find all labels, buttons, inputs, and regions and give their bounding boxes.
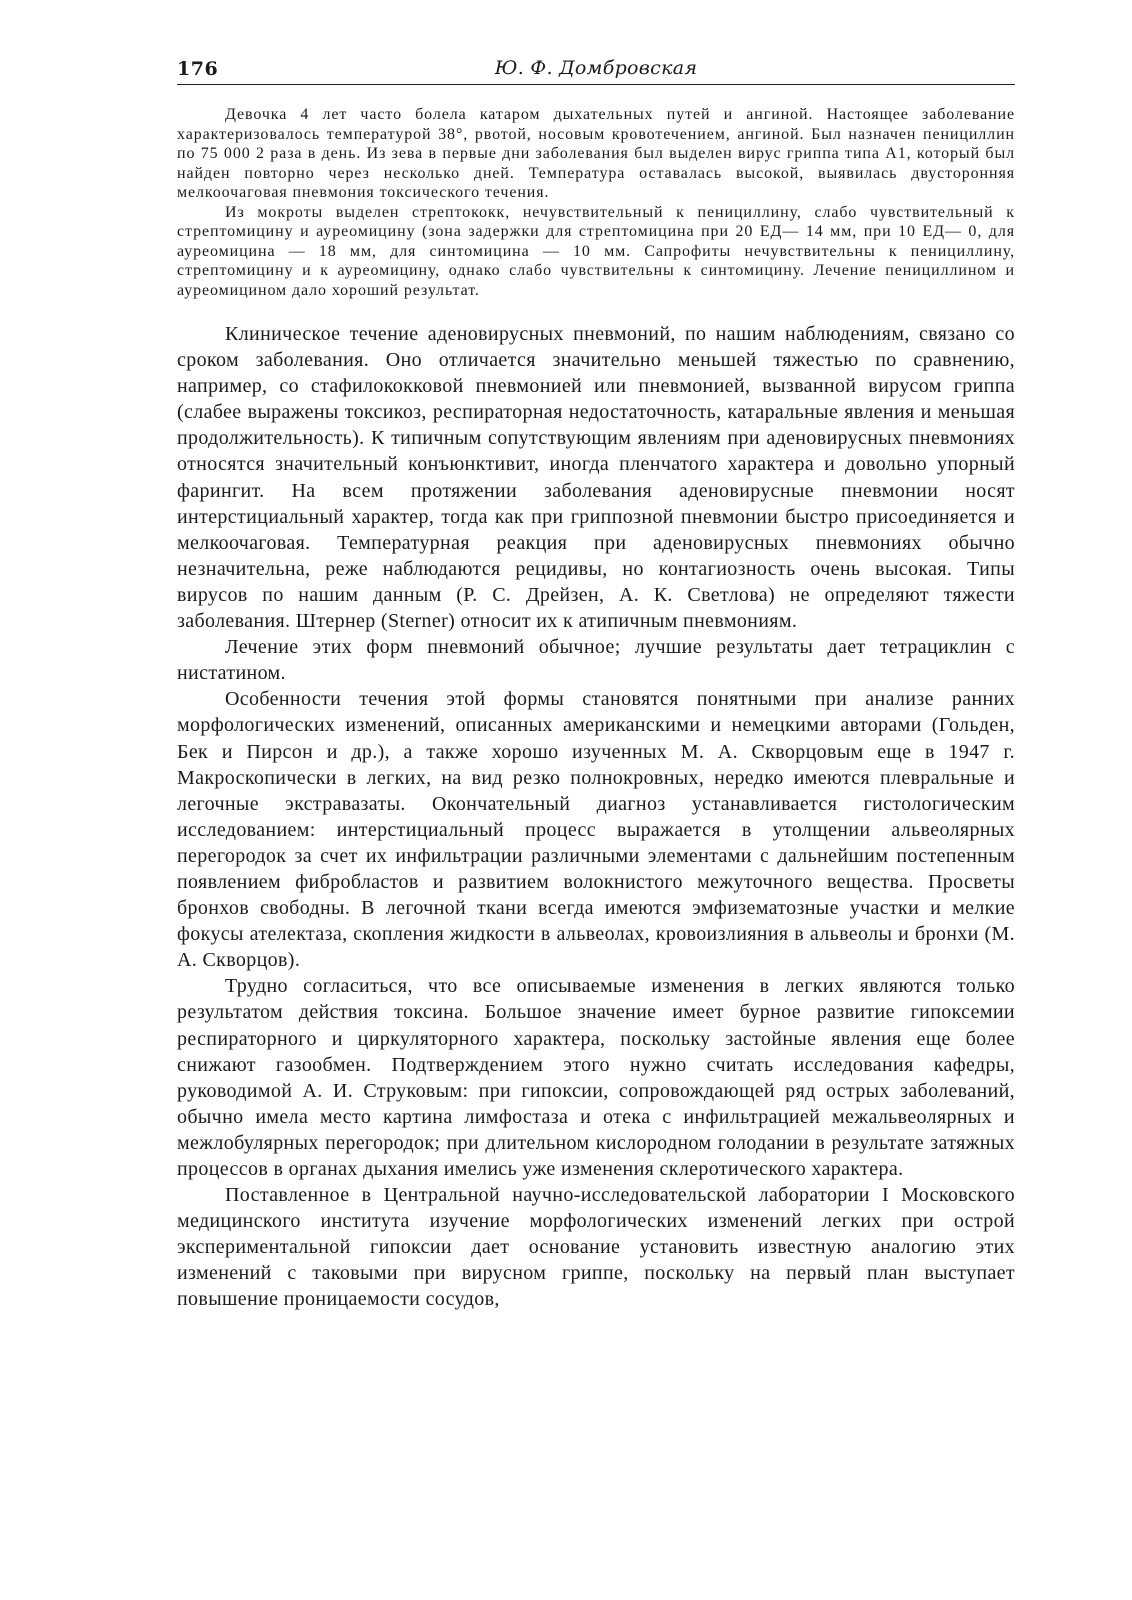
body-paragraph: Клиническое течение аденовирусных пневмоний, по нашим наблюдениям, связано со сроком заболевания. Оно отличается значительно меньшей тяжестью по сравнению, например, со стафилококковой пневмонией или пневмонией, вызванной вирусом гриппа (слабее выражены токсикоз, респираторная недостаточность, катаральные явления и меньшая продолжительность). К типичным сопутствующим явлениям при аденовирусных пневмониях относятся значительный конъюнктивит, иногда пленчатого характера и довольно упорный фарингит. На всем протяжении заболевания аденовирусные пневмонии носят интерстициальный характер, тогда как при гриппозной пневмонии быстро присоединяется и мелкоочаговая. Температурная реакция при аденовирусных пневмониях обычно незначительна, реже наблюдаются рецидивы, но контагиозность очень высокая. Типы вирусов по нашим данным (Р. С. Дрейзен, А. К. Светлова) не определяют тяжести заболевания. Штернер (Sterner) относит их к атипичным пневмониям.: [177, 323, 1015, 633]
case-report-paragraph: Из мокроты выделен стрептококк, нечувствительный к пенициллину, слабо чувствительный к стрептомицину и ауреомицину (зона задержки для стрептомицина при 20 ЕД— 14 мм, при 10 ЕД— 0, для ауреомицина — 18 мм, для синтомицина — 10 мм. Сапрофиты нечувствительны к пенициллину, стрептомицину и к ауреомицину, однако слабо чувствительны к синтомицину. Лечение пенициллином и ауреомицином дало хороший результат.: [177, 203, 1015, 299]
page-number: 176: [177, 58, 219, 80]
body-paragraph: Трудно согласиться, что все описываемые изменения в легких являются только результатом действия токсина. Большое значение имеет бурное развитие гипоксемии респираторного и циркуляторного характера, поскольку застойные явления еще более снижают газообмен. Подтверждением этого нужно считать исследования кафедры, руководимой А. И. Струковым: при гипоксии, сопровождающей ряд острых заболеваний, обычно имела место картина лимфостаза и отека с инфильтрацией межальвеолярных и межлобулярных перегородок; при длительном кислородном голодании в результате затяжных процессов в органах дыхания имелись уже изменения склеротического характера.: [177, 975, 1015, 1180]
case-report: [177, 105, 1015, 300]
book-page: [177, 50, 1015, 1313]
body-paragraph: Особенности течения этой формы становятся понятными при анализе ранних морфологических изменений, описанных американскими и немецкими авторами (Гольден, Бек и Пирсон и др.), а также хорошо изученных М. А. Скворцовым еще в 1947 г. Макроскопически в легких, на вид резко полнокровных, нередко имеются плевральные и легочные экстравазаты. Окончательный диагноз устанавливается гистологическим исследованием: интерстициальный процесс выражается в утолщении альвеолярных перегородок за счет их инфильтрации различными элементами с дальнейшим постепенным появлением фибробластов и развитием волокнистого межуточного вещества. Просветы бронхов свободны. В легочной ткани всегда имеются эмфизематозные участки и мелкие фокусы ателектаза, скопления жидкости в альвеолах, кровоизлияния в альвеолы и бронхи (М. А. Скворцов).: [177, 688, 1015, 972]
main-text: [177, 321, 1015, 1313]
page-header: [177, 50, 1015, 85]
case-report-paragraph: Девочка 4 лет часто болела катаром дыхательных путей и ангиной. Настоящее заболевание характеризовалось температурой 38°, рвотой, носовым кровотечением, ангиной. Был назначен пенициллин по 75 000 2 раза в день. Из зева в первые дни заболевания был выделен вирус гриппа типа А1, который был найден повторно через несколько дней. Температура оставалась высокой, выявилась двусторонняя мелкоочаговая пневмония токсического течения.: [177, 106, 1015, 201]
running-head-author: Ю. Ф. Домбровская: [494, 57, 698, 79]
body-paragraph: Лечение этих форм пневмоний обычное; лучшие результаты дает тетрациклин с нистатином.: [177, 636, 1015, 685]
body-paragraph: Поставленное в Центральной научно-исследовательской лаборатории I Московского медицинского института изучение морфологических изменений легких при острой экспериментальной гипоксии дает основание установить известную аналогию этих изменений с таковыми при вирусном гриппе, поскольку на первый план выступает повышение проницаемости сосудов,: [177, 1184, 1015, 1311]
